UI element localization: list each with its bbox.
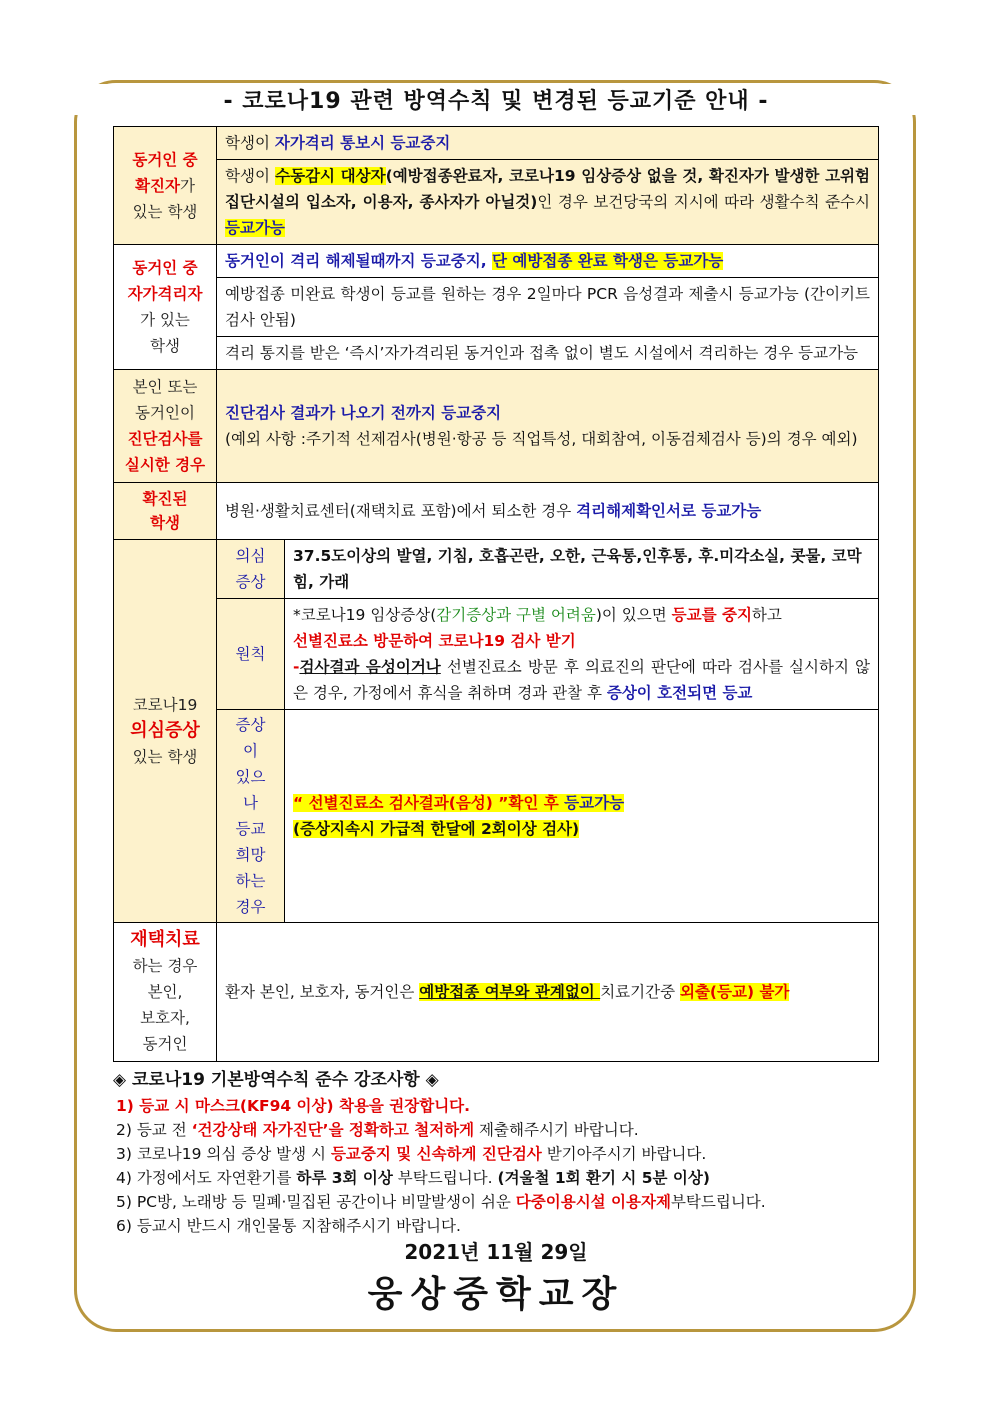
table-row [114,337,879,370]
list-item: 3) 코로나19 의심 증상 발생 시 등교중지 및 신속하게 진단검사 받기아주시기 바랍니다. [116,1145,707,1163]
rule-cell: “ 선별진료소 검사결과(음성) ”확인 후 등교가능 (증상지속시 가급적 한달에 2회이상 검사) [285,710,879,923]
row-header-diagnostic-test: 본인 또는 동거인이 진단검사를 실시한 경우 [114,370,217,483]
precautions-list [113,1068,903,1238]
school-attendance-table [113,126,879,1062]
table-row [114,370,879,483]
list-item: 1) 등교 시 마스크(KF94 이상) 착용을 권장합니다. [116,1097,471,1115]
page-title: - 코로나19 관련 방역수칙 및 변경된 등교기준 안내 - [0,84,992,115]
table-row [114,599,879,710]
list-item: 5) PC방, 노래방 등 밀폐·밀집된 공간이나 비말발생이 쉬운 다중이용시설 이용자제부탁드립니다. [116,1193,766,1211]
table-row [114,127,879,160]
rule-cell: 병원·생활치료센터(재택치료 포함)에서 퇴소한 경우 격리해제확인서로 등교가능 [217,483,879,540]
school-principal-signature: 웅상중학교장 [367,1274,625,1315]
sub-header-attendance-wish: 증상 이 있으 나 등교 희망 하는 경우 [217,710,285,923]
rule-cell: 격리 통지를 받은 ‘즉시’자가격리된 동거인과 접촉 없이 별도 시설에서 격리하는 경우 등교가능 [217,337,879,370]
rule-cell: *코로나19 임상증상(감기증상과 구별 어려움)이 있으면 등교를 중지하고 선별진료소 방문하여 코로나19 검사 받기 -검사결과 음성이거나 선별진료소 방문 후 의료진의 판단에 따라 검사를 실시하지 않은 경우, 가정에서 휴식을 취하며 경과 관찰 후 증상이 호전되면 등교 [285,599,879,710]
document-date: 2021년 11월 29일 [404,1240,588,1264]
list-item: 4) 가정에서도 자연환기를 하루 3회 이상 부탁드립니다. (겨울철 1회 환기 시 5분 이상) [116,1169,710,1187]
table-row [114,245,879,278]
sub-header-symptoms: 의심 증상 [217,540,285,599]
precautions-heading: ◈ 코로나19 기본방역수칙 준수 강조사항 ◈ [113,1070,439,1090]
list-item: 6) 등교시 반드시 개인물통 지참해주시기 바랍니다. [116,1217,461,1235]
rule-cell: 동거인이 격리 해제될때까지 등교중지, 단 예방접종 완료 학생은 등교가능 [217,245,879,278]
sub-header-principle: 원칙 [217,599,285,710]
rule-cell: 환자 본인, 보호자, 동거인은 예방접종 여부와 관계없이 치료기간중 외출(등교) 불가 [217,923,879,1062]
rule-cell: 진단검사 결과가 나오기 전까지 등교중지 (예외 사항 :주기적 선제검사(병원·항공 등 직업특성, 대회참여, 이동검체검사 등)의 경우 예외) [217,370,879,483]
table-row [114,278,879,337]
row-header-confirmed-cohabitant: 동거인 중 확진자가 있는 학생 [114,127,217,245]
rule-cell: 학생이 자가격리 통보시 등교중지 [217,127,879,160]
row-header-confirmed-student: 확진된 학생 [114,483,217,540]
table-row [114,540,879,599]
rule-cell: 학생이 수동감시 대상자(예방접종완료자, 코로나19 임상증상 없을 것, 확진자가 발생한 고위험 집단시설의 입소자, 이용자, 종사자가 아닐것)인 경우 보건당국의 지시에 따라 생활수칙 준수시 등교가능 [217,160,879,245]
row-header-home-treatment: 재택치료 하는 경우 본인, 보호자, 동거인 [114,923,217,1062]
row-header-quarantined-cohabitant: 동거인 중 자가격리자 가 있는 학생 [114,245,217,370]
rule-cell: 37.5도이상의 발열, 기침, 호흡곤란, 오한, 근육통,인후통, 후.미각소실, 콧물, 코막힘, 가래 [285,540,879,599]
table-row [114,483,879,540]
list-item: 2) 등교 전 ‘건강상태 자가진단’을 정확하고 철저하게 제출해주시기 바랍니다. [116,1121,639,1139]
rule-cell: 예방접종 미완료 학생이 등교를 원하는 경우 2일마다 PCR 음성결과 제출시 등교가능 (간이키트검사 안됨) [217,278,879,337]
row-header-suspected-symptoms: 코로나19 의심증상 있는 학생 [114,540,217,923]
table-row [114,160,879,245]
table-row [114,710,879,923]
table-row [114,923,879,1062]
